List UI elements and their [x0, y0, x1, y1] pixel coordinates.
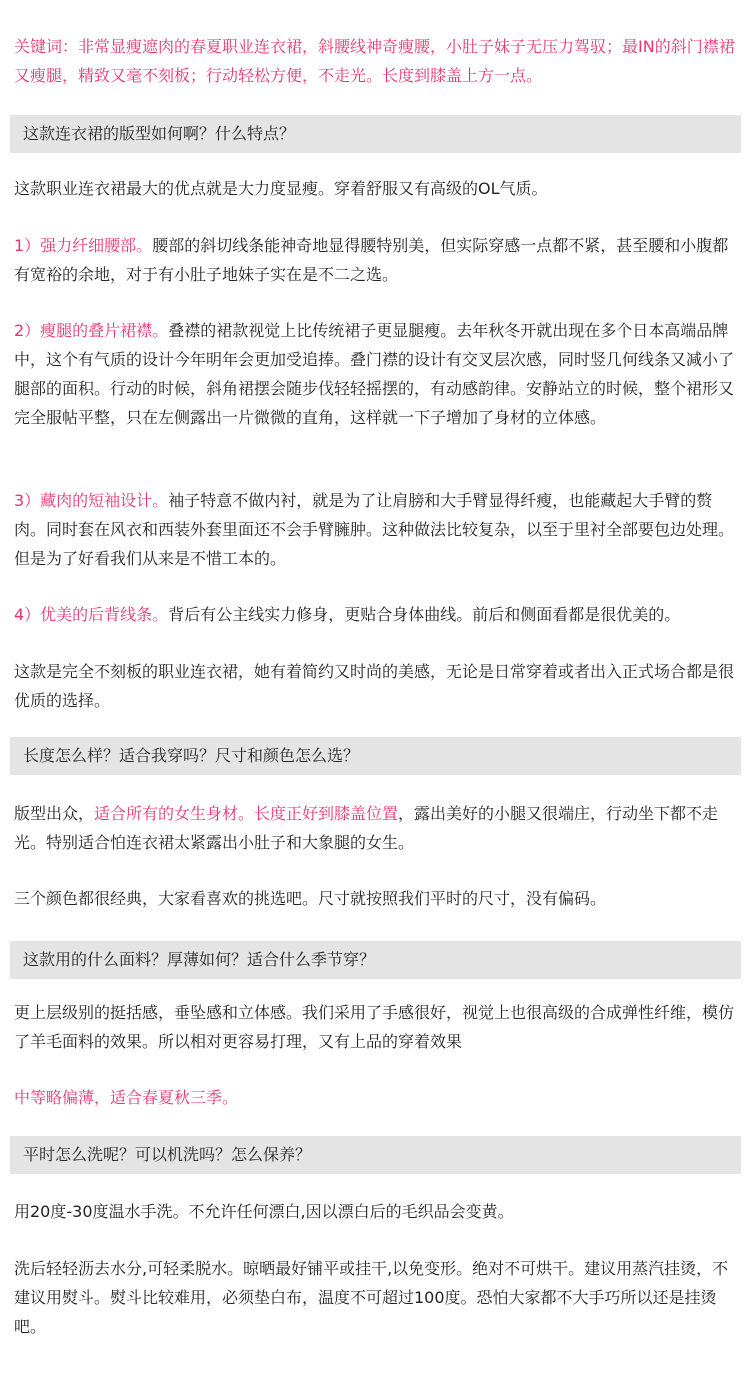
section-header-care: 平时怎么洗呢？可以机洗吗？怎么保养？ [10, 1136, 741, 1174]
care-wash: 用20度-30度温水手洗。不允许任何漂白,因以漂白后的毛织品会变黄。 [14, 1202, 514, 1221]
section-header-size: 长度怎么样？适合我穿吗？尺寸和颜色怎么选？ [10, 737, 741, 775]
point-sleeve [14, 486, 738, 573]
point-sleeve-title: 3）藏肉的短袖设计。 [14, 491, 169, 510]
section-header-style: 这款连衣裙的版型如何啊？什么特点？ [10, 115, 741, 153]
fabric-season: 中等略偏薄，适合春夏秋三季。 [14, 1088, 239, 1107]
style-summary: 这款是完全不刻板的职业连衣裙，她有着简约又时尚的美感，无论是日常穿着或者出入正式场合都是很优质的选择。 [14, 662, 735, 710]
style-intro: 这款职业连衣裙最大的优点就是大力度显瘦。穿着舒服又有高级的OL气质。 [14, 179, 548, 198]
point-waist-body: 腰部的斜切线条能神奇地显得腰特别美，但实际穿感一点都不紧，甚至腰和小腹都有宽裕的余地，对于有小肚子地妹子实在是不二之选。 [14, 236, 729, 284]
point-skirt-title: 2）瘦腿的叠片裙襟。 [14, 321, 169, 340]
size-paragraph-fit [14, 799, 738, 857]
care-dry: 洗后轻轻沥去水分,可轻柔脱水。晾晒最好铺平或挂干,以免变形。绝对不可烘干。建议用蒸汽挂烫，不建议用熨斗。熨斗比较难用，必须垫白布，温度不可超过100度。恐怕大家都不大手巧所以还是挂烫吧。 [14, 1259, 729, 1336]
point-skirt-body: 叠襟的裙款视觉上比传统裙子更显腿瘦。去年秋冬开就出现在多个日本高端品牌中，这个有气质的设计今年明年会更加受追捧。叠门襟的设计有交叉层次感，同时竖几何线条又减小了腿部的面积。行动的时候，斜角裙摆会随步伐轻轻摇摆的，有动感韵律。安静站立的时候，整个裙形又完全服帖平整，只在左侧露出一片微微的直角，这样就一下子增加了身材的立体感。 [14, 321, 735, 427]
size-fit-highlight: 适合所有的女生身材。长度正好到膝盖位置 [94, 804, 399, 823]
size-paragraph-color: 三个颜色都很经典，大家看喜欢的挑选吧。尺寸就按照我们平时的尺寸，没有偏码。 [14, 889, 607, 908]
size-fit-b: ，露出美好的小腿又很端庄，行动坐下都不走光。特别适合怕连衣裙太紧露出小肚子和大象腿的女生。 [14, 804, 719, 852]
point-waist-title: 1）强力纤细腰部。 [14, 236, 153, 255]
size-fit-a: 版型出众， [14, 804, 95, 823]
point-waist [14, 231, 738, 289]
section-header-fabric: 这款用的什么面料？厚薄如何？适合什么季节穿？ [10, 941, 741, 979]
keywords-paragraph: 关键词：非常显瘦遮肉的春夏职业连衣裙，斜腰线神奇瘦腰，小肚子妹子无压力驾驭；最IN的斜门襟裙又瘦腿，精致又毫不刻板；行动轻松方便，不走光。长度到膝盖上方一点。 [14, 37, 735, 85]
point-back-body: 背后有公主线实力修身，更贴合身体曲线。前后和侧面看都是很优美的。 [168, 605, 681, 624]
point-sleeve-body: 袖子特意不做内衬，就是为了让肩膀和大手臂显得纤瘦，也能藏起大手臂的赘肉。同时套在风衣和西装外套里面还不会手臂臃肿。这种做法比较复杂，以至于里衬全部要包边处理。但是为了好看我们从来是不惜工本的。 [14, 491, 735, 568]
point-back [14, 600, 738, 629]
point-skirt [14, 316, 738, 432]
point-back-title: 4）优美的后背线条。 [14, 605, 169, 624]
fabric-paragraph: 更上层级别的挺括感，垂坠感和立体感。我们采用了手感很好，视觉上也很高级的合成弹性纤维，模仿了羊毛面料的效果。所以相对更容易打理，又有上品的穿着效果 [14, 1003, 735, 1051]
